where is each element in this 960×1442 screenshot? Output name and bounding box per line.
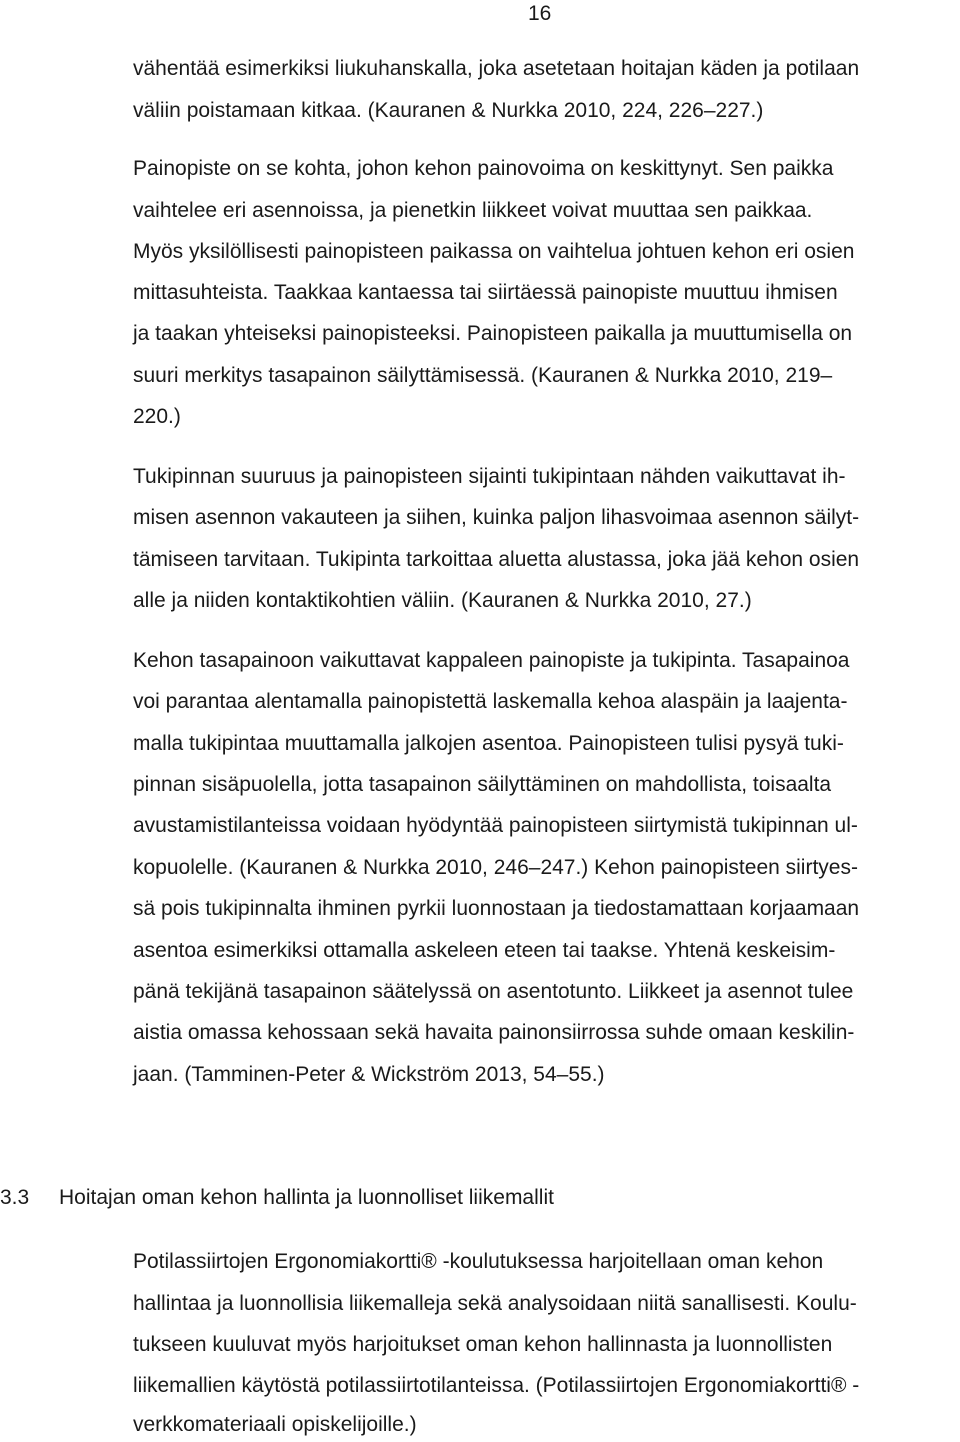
paragraph-4-line-4: pinnan sisäpuolella, jotta tasapainon säilyttäminen on mahdollista, toisaalta (133, 773, 832, 796)
final-paragraph-line-5: verkkomateriaali opiskelijoille.) (133, 1413, 417, 1436)
paragraph-3-line-3: tämiseen tarvitaan. Tukipinta tarkoittaa aluetta alustassa, joka jää kehon osien (133, 548, 860, 571)
paragraph-3-line-4: alle ja niiden kontaktikohtien väliin. (Kauranen & Nurkka 2010, 27.) (133, 589, 752, 612)
paragraph-3-line-1: Tukipinnan suuruus ja painopisteen sijainti tukipintaan nähden vaikuttavat ih- (133, 465, 846, 488)
final-paragraph-line-2: hallintaa ja luonnollisia liikemalleja sekä analysoidaan niitä sanallisesti. Koulu- (133, 1292, 857, 1315)
paragraph-4-line-7: sä pois tukipinnalta ihminen pyrkii luonnostaan ja tiedostamattaan korjaamaan (133, 897, 860, 920)
section-number: 3.3 (0, 1186, 30, 1209)
paragraph-4-line-1: Kehon tasapainoon vaikuttavat kappaleen painopiste ja tukipinta. Tasapainoa (133, 649, 850, 672)
paragraph-1-line-2: väliin poistamaan kitkaa. (Kauranen & Nurkka 2010, 224, 226–227.) (133, 99, 764, 122)
paragraph-2-line-4: mittasuhteista. Taakkaa kantaessa tai siirtäessä painopiste muuttuu ihmisen (133, 281, 838, 304)
paragraph-2-line-2: vaihtelee eri asennoissa, ja pienetkin liikkeet voivat muuttaa sen paikkaa. (133, 199, 813, 222)
final-paragraph-line-3: tukseen kuuluvat myös harjoitukset oman kehon hallinnasta ja luonnollisten (133, 1333, 833, 1356)
paragraph-4-line-2: voi parantaa alentamalla painopistettä laskemalla kehoa alaspäin ja laajenta- (133, 690, 848, 713)
paragraph-4-line-11: jaan. (Tamminen-Peter & Wickström 2013, 54–55.) (133, 1063, 605, 1086)
paragraph-2-line-7: 220.) (133, 405, 181, 428)
paragraph-4-line-5: avustamistilanteissa voidaan hyödyntää painopisteen siirtymistä tukipinnan ul- (133, 814, 858, 837)
page-number: 16 (528, 2, 552, 25)
paragraph-2-line-3: Myös yksilöllisesti painopisteen paikassa on vaihtelua johtuen kehon eri osien (133, 240, 855, 263)
paragraph-4-line-8: asentoa esimerkiksi ottamalla askeleen eteen tai taakse. Yhtenä keskeisim- (133, 939, 836, 962)
final-paragraph-line-1: Potilassiirtojen Ergonomiakortti® -koulutuksessa harjoitellaan oman kehon (133, 1250, 824, 1273)
paragraph-3-line-2: misen asennon vakauteen ja siihen, kuinka paljon lihasvoimaa asennon säilyt- (133, 506, 860, 529)
paragraph-2-line-1: Painopiste on se kohta, johon kehon painovoima on keskittynyt. Sen paikka (133, 157, 834, 180)
paragraph-2-line-5: ja taakan yhteiseksi painopisteeksi. Painopisteen paikalla ja muuttumisella on (133, 322, 853, 345)
paragraph-4-line-3: malla tukipintaa muuttamalla jalkojen asentoa. Painopisteen tulisi pysyä tuki- (133, 732, 844, 755)
paragraph-4-line-9: pänä tekijänä tasapainon säätelyssä on asentotunto. Liikkeet ja asennot tulee (133, 980, 854, 1003)
paragraph-4-line-6: kopuolelle. (Kauranen & Nurkka 2010, 246–247.) Kehon painopisteen siirtyes- (133, 856, 858, 879)
section-title: Hoitajan oman kehon hallinta ja luonnolliset liikemallit (59, 1186, 554, 1209)
paragraph-1-line-1: vähentää esimerkiksi liukuhanskalla, joka asetetaan hoitajan käden ja potilaan (133, 57, 860, 80)
final-paragraph-line-4: liikemallien käytöstä potilassiirtotilanteissa. (Potilassiirtojen Ergonomiakortti® - (133, 1374, 860, 1397)
paragraph-4-line-10: aistia omassa kehossaan sekä havaita painonsiirrossa suhde omaan keskilin- (133, 1021, 855, 1044)
paragraph-2-line-6: suuri merkitys tasapainon säilyttämisessä. (Kauranen & Nurkka 2010, 219– (133, 364, 833, 387)
